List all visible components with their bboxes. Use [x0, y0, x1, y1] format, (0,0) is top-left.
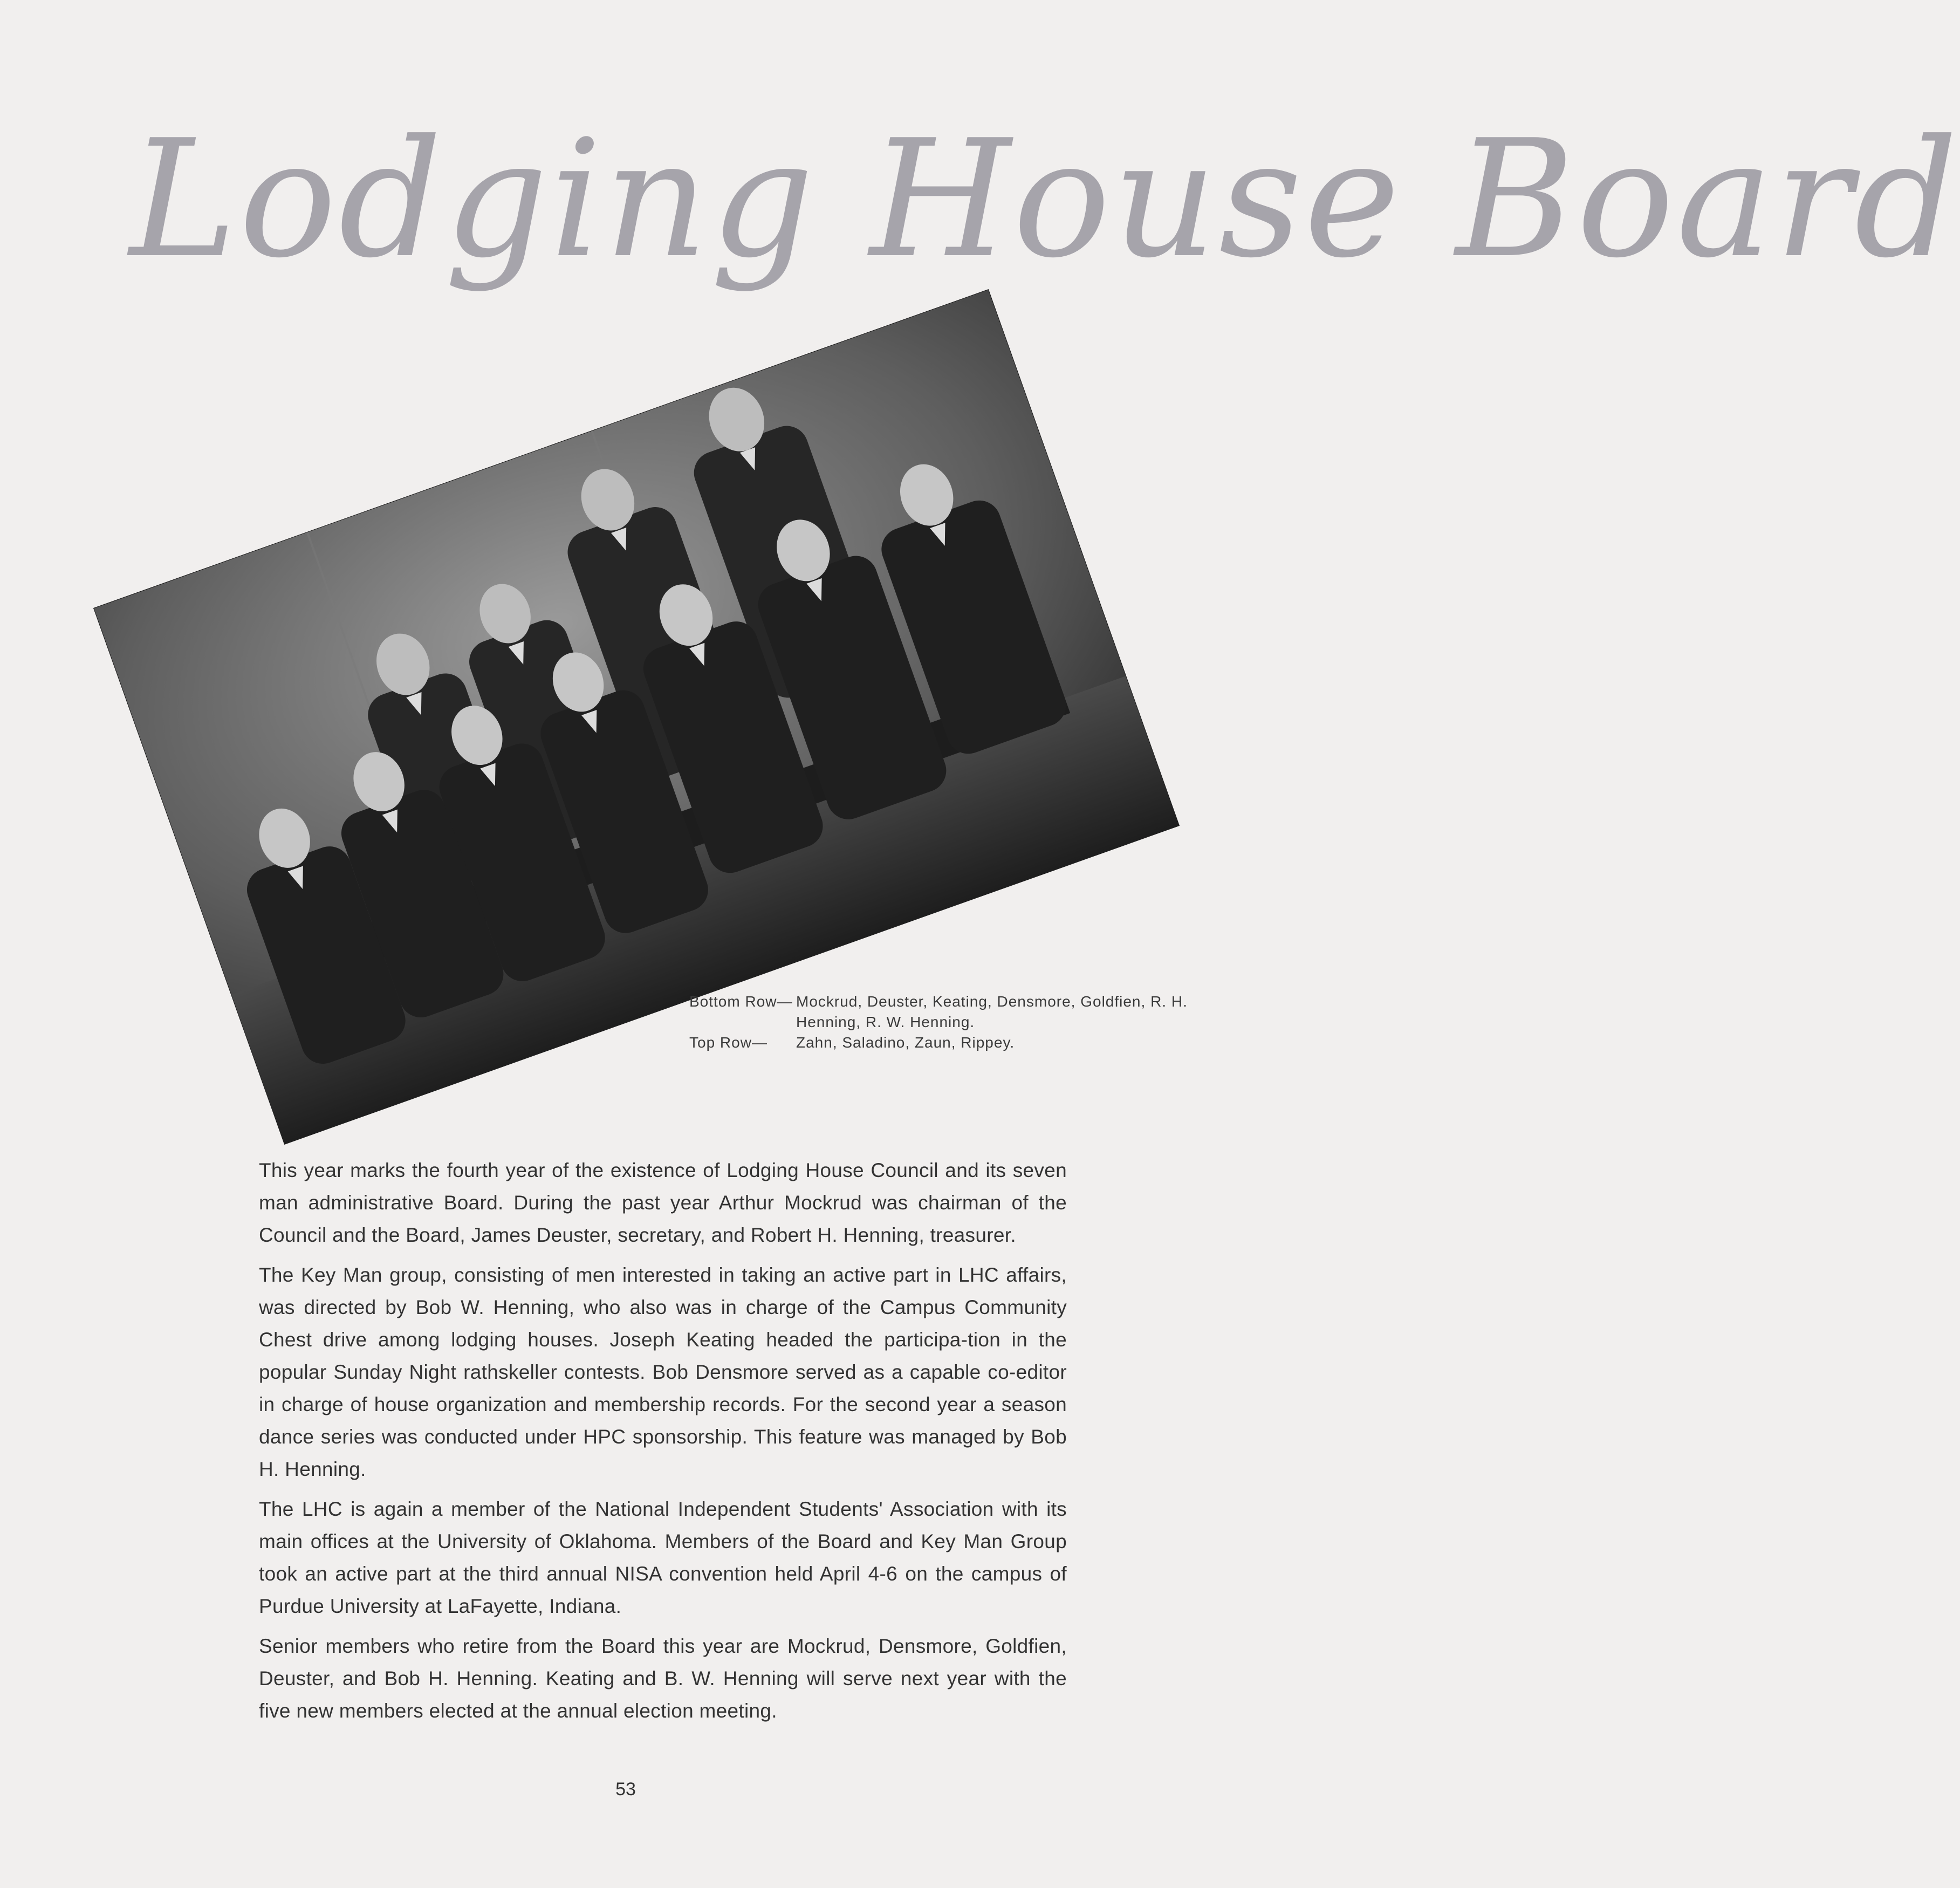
page-number: 53: [615, 1779, 636, 1800]
photo-caption: [689, 991, 1335, 1053]
caption-top-label: Top Row—: [689, 1034, 767, 1051]
caption-top-row: [689, 1032, 1335, 1053]
caption-bottom-label: Bottom Row—: [689, 993, 793, 1010]
caption-top-names: Zahn, Saladino, Zaun, Rippey.: [796, 1034, 1015, 1051]
caption-bottom-names: [796, 991, 1335, 1032]
body-text: [259, 1154, 1067, 1735]
paragraph: The LHC is again a member of the National Independent Students' Association with its main offices at the University of Oklahoma. Members of the Board and Key Man Group took an active part at the third annual NISA convention held April 4-6 on the campus of Purdue University at LaFayette, Indiana.: [259, 1498, 1067, 1617]
paragraph: Senior members who retire from the Board this year are Mockrud, Densmore, Goldfien, Deuster, and Bob H. Henning. Keating and B. W. Henning will serve next year with the five new members elected at the annual election meeting.: [259, 1635, 1067, 1722]
page-title: Lodging House Board: [129, 105, 1960, 293]
paragraph: The Key Man group, consisting of men interested in taking an active part in LHC affairs, was directed by Bob W. Henning, who also was in charge of the Campus Community Chest drive among lodging houses. Joseph Keating headed the participa-tion in the popular Sunday Night rathskeller contests. Bob Densmore served as a capable co-editor in charge of house organization and membership records. For the second year a season dance series was conducted under HPC sponsorship. This feature was managed by Bob H. Henning.: [259, 1264, 1067, 1480]
caption-bottom-row: [689, 991, 1335, 1032]
caption-bottom-names-line1: Mockrud, Deuster, Keating, Densmore, Goldfien, R. H.: [796, 993, 1188, 1010]
paragraph: This year marks the fourth year of the existence of Lodging House Council and its seven man administrative Board. During the past year Arthur Mockrud was chairman of the Council and the Board, James Deuster, secretary, and Robert H. Henning, treasurer.: [259, 1159, 1067, 1246]
caption-bottom-names-line2: Henning, R. W. Henning.: [796, 1014, 975, 1030]
